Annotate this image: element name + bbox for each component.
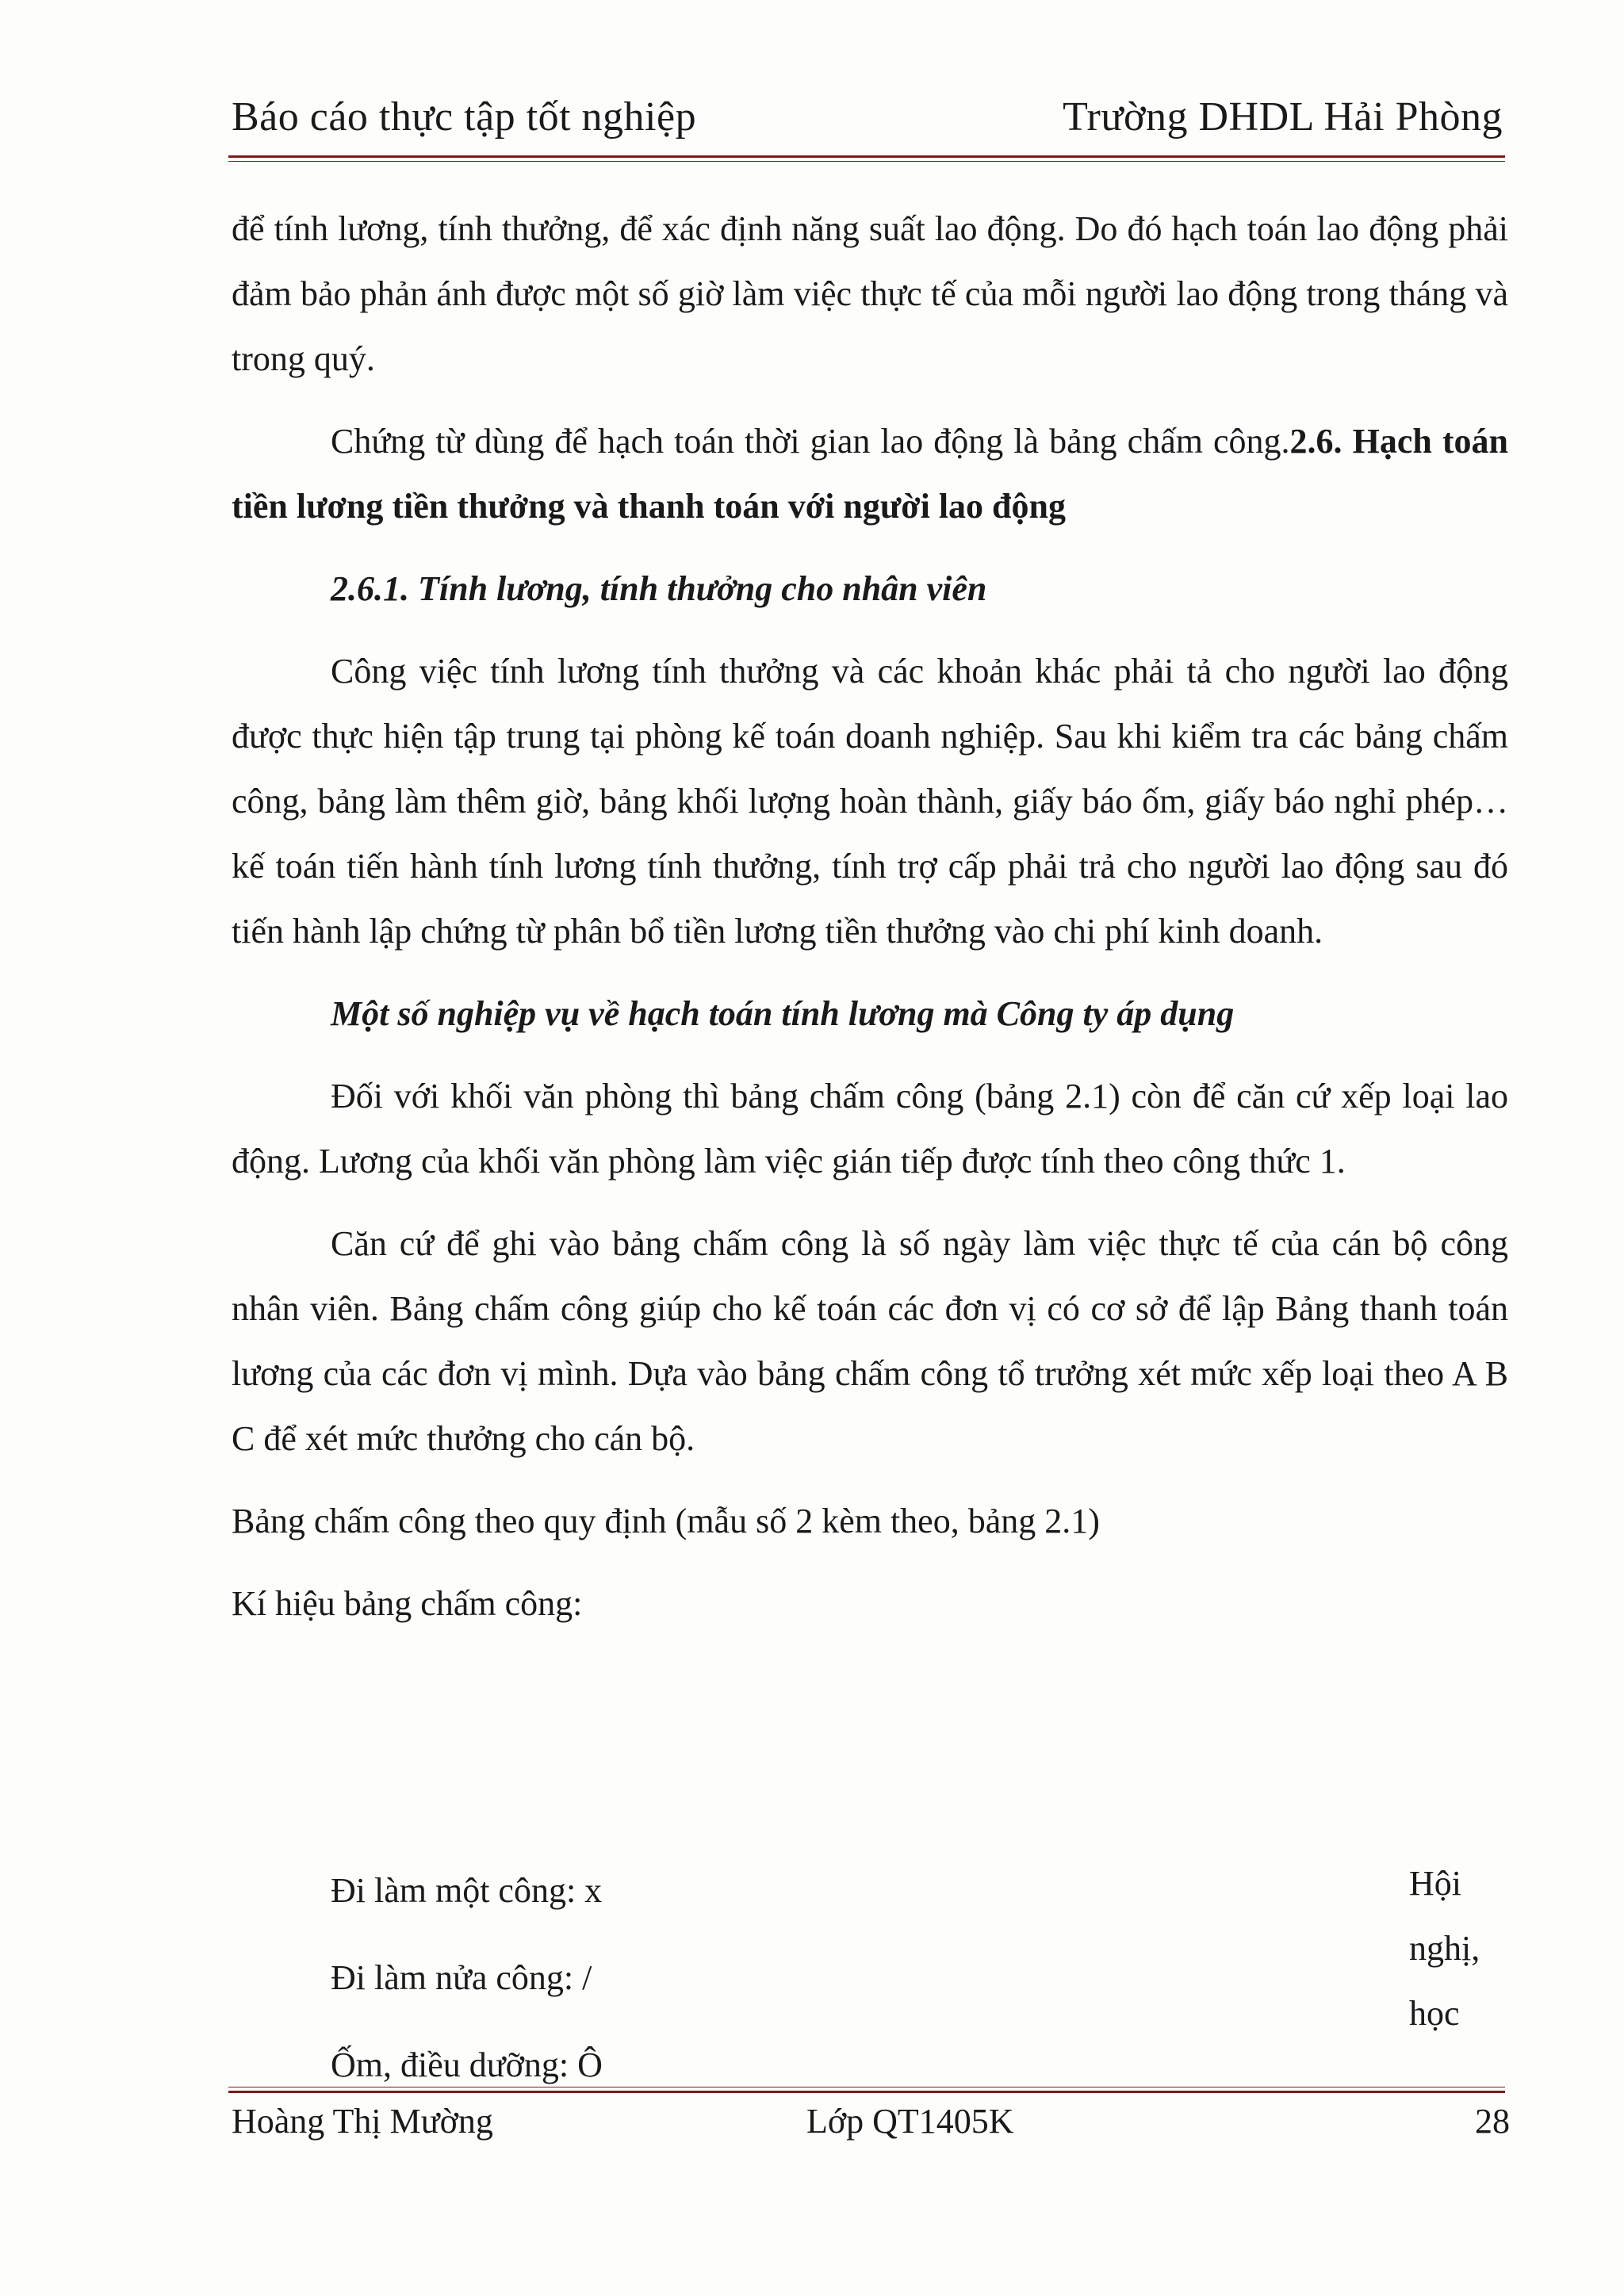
paragraph-2 (232, 409, 1508, 539)
section-heading-2-6: 2.6. Hạch toán tiền lương tiền thưởng và thanh toán với người lao động (232, 422, 1508, 526)
symbol-item: Ốm, điều dưỡng: Ô (331, 2045, 603, 2084)
page-body (232, 197, 1508, 1636)
header-rule (228, 155, 1505, 162)
footer-page-number: 28 (1475, 2102, 1510, 2141)
symbol-item: Đi làm một công: x (331, 1871, 603, 1910)
paragraph-6: Bảng chấm công theo quy định (mẫu số 2 kèm theo, bảng 2.1) (232, 1502, 1100, 1540)
paragraph-3: Công việc tính lương tính thưởng và các khoản khác phải tả cho người lao động được thực hiện tập trung tại phòng kế toán doanh nghiệp. Sau khi kiểm tra các bảng chấm công, bảng làm thêm giờ, bảng khối lượng hoàn thành, giấy báo ốm, giấy báo nghỉ phép… kế toán tiến hành tính lương tính thưởng, tính trợ cấp phải trả cho người lao động sau đó tiến hành lập chứng từ phân bổ tiền lương tiền thưởng vào chi phí kinh doanh. (232, 652, 1508, 951)
header-school-name: Trường DHDL Hải Phòng (1063, 94, 1503, 140)
symbol-item: Đi làm nửa công: / (331, 1958, 592, 1997)
symbol-list (331, 1847, 603, 2109)
footer-class: Lớp QT1405K (806, 2102, 1014, 2141)
paragraph-7: Kí hiệu bảng chấm công: (232, 1584, 583, 1623)
page-header (232, 94, 1503, 140)
symbol-right-column (1409, 1851, 1504, 2046)
footer-author: Hoàng Thị Mường (232, 2102, 493, 2141)
footer-rule (228, 2087, 1505, 2093)
paragraph-5: Căn cứ để ghi vào bảng chấm công là số ngày làm việc thực tế của cán bộ công nhân viên. Bảng chấm công giúp cho kế toán các đơn vị có cơ sở để lập Bảng thanh toán lương của các đơn vị mình. Dựa vào bảng chấm công tổ trưởng xét mức xếp loại theo A B C để xét mức thưởng cho cán bộ. (232, 1224, 1508, 1458)
heading-nghiep-vu: Một số nghiệp vụ về hạch toán tính lương mà Công ty áp dụng (331, 994, 1235, 1033)
symbol-right-line: học (1409, 1994, 1460, 2033)
symbol-right-line: Hội (1409, 1864, 1461, 1903)
subsection-heading-2-6-1: 2.6.1. Tính lương, tính thưởng cho nhân viên (331, 569, 987, 608)
paragraph-2-text: Chứng từ dùng để hạch toán thời gian lao động là bảng chấm công. (331, 422, 1290, 461)
paragraph-1: để tính lương, tính thưởng, để xác định năng suất lao động. Do đó hạch toán lao động phải đảm bảo phản ánh được một số giờ làm việc thực tế của mỗi người lao động trong tháng và trong quý. (232, 209, 1508, 378)
header-report-title: Báo cáo thực tập tốt nghiệp (232, 94, 697, 140)
paragraph-4: Đối với khối văn phòng thì bảng chấm công (bảng 2.1) còn để căn cứ xếp loại lao động. Lương của khối văn phòng làm việc gián tiếp được tính theo công thức 1. (232, 1077, 1508, 1181)
symbol-right-line: nghị, (1409, 1929, 1480, 1968)
